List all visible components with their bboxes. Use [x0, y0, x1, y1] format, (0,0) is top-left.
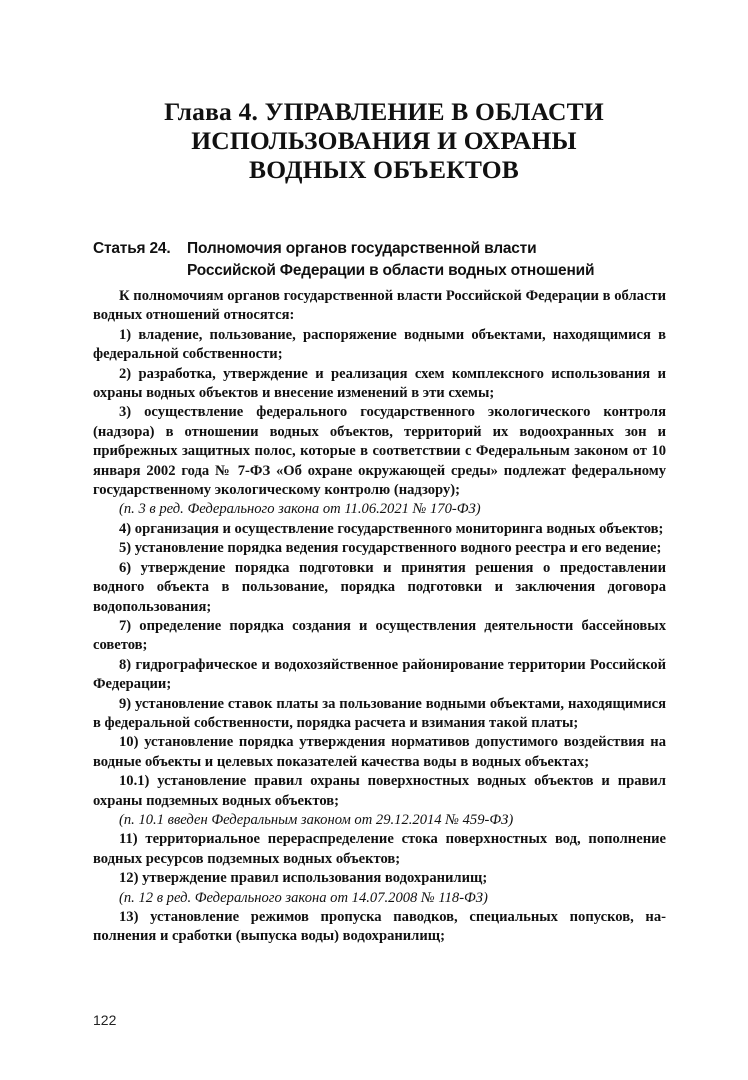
list-item: 9) установление ставок платы за пользование водными объектами, находящимися в федеральной собственности, порядка расчета и взимания такой платы; [93, 695, 666, 731]
article-title-line: Полномочия органов государственной власти [187, 240, 537, 257]
article-title-line: Российской Федерации в области водных отношений [187, 262, 595, 279]
page-number: 122 [93, 1012, 117, 1028]
list-item: 7) определение порядка создания и осуществления деятельности бассейновых советов; [93, 617, 666, 654]
chapter-title-line: ИСПОЛЬЗОВАНИЯ И ОХРАНЫ [191, 126, 577, 155]
paragraph-intro: К полномочиям органов государственной власти Российской Федерации в области водных отношений относятся: [93, 288, 666, 324]
list-item: 6) утверждение порядка подготовки и принятия решения о предоставлении водного объекта в пользование, порядка подготовки и заключения договора водопользования; [93, 559, 666, 615]
amendment-note: (п. 10.1 введен Федеральным законом от 29.12.2014 № 459-ФЗ) [119, 811, 514, 828]
list-item: 3) осуществление федерального государственного экологического контроля (надзора) в отношении водных объектов, территорий их водоохранных зон и прибрежных защитных полос, которые в соответствии с Федеральным законом от 10 января 2002 года № 7-ФЗ «Об охране окружающей среды» подлежат федеральному государственному экологическому контролю (надзору); [93, 404, 666, 499]
chapter-title-line: ВОДНЫХ ОБЪЕКТОВ [248, 155, 520, 184]
list-item: 1) владение, пользование, распоряжение водными объектами, находящимися в федеральной собственности; [93, 326, 666, 363]
chapter-title [60, 97, 708, 184]
article-body [93, 287, 666, 947]
list-item: 8) гидрографическое и водохозяйственное районирование территории Российской Федерации; [93, 656, 666, 693]
list-item: 2) разработка, утверждение и реализация схем комплексного использования и охраны водных объектов и внесение изменений в эти схемы; [93, 365, 666, 402]
amendment-note: (п. 3 в ред. Федерального закона от 11.06.2021 № 170-ФЗ) [119, 501, 481, 518]
list-item: 5) установление порядка ведения государственного водного реестра и его ведение; [119, 540, 662, 557]
list-item: 11) территориальное перераспределение стока поверхностных вод, пополнение водных ресурсов подземных водных объектов; [93, 831, 666, 867]
list-item: 10.1) установление правил охраны поверхностных водных объектов и правил охраны подземных водных объектов; [93, 773, 666, 809]
article-title [187, 238, 594, 282]
list-item: 13) установление режимов пропуска паводков, специальных попусков, наполнения и сработки (выпуска воды) водохранилищ; [93, 909, 666, 945]
list-item: 12) утверждение правил использования водохранилищ; [119, 870, 488, 887]
chapter-title-line: Глава 4. УПРАВЛЕНИЕ В ОБЛАСТИ [164, 97, 604, 126]
list-item: 10) установление порядка утверждения нормативов допустимого воздействия на водные объекты и целевых показателей качества воды в водных объектах; [93, 734, 666, 770]
article-number: Статья 24. [93, 240, 171, 257]
list-item: 4) организация и осуществление государственного мониторинга водных объектов; [119, 520, 664, 537]
amendment-note: (п. 12 в ред. Федерального закона от 14.07.2008 № 118-ФЗ) [119, 889, 488, 906]
